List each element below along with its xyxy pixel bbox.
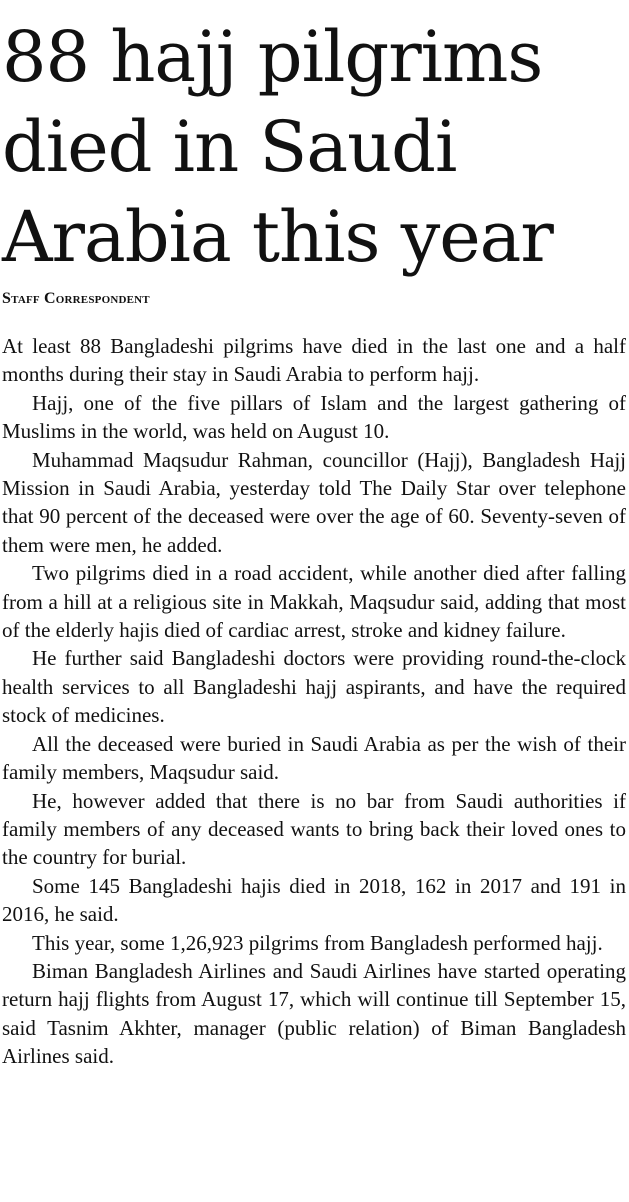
paragraph: Two pilgrims died in a road accident, while another died after falling from a hill at a religious site in Makkah, Maqsudur said, adding that most of the elderly hajis died of cardiac arrest, stroke and kidney failure. [2, 561, 626, 643]
headline [2, 12, 629, 282]
headline-line: died in Saudi [2, 106, 457, 188]
paragraph: All the deceased were buried in Saudi Arabia as per the wish of their family members, Maqsudur said. [2, 731, 626, 785]
paragraph: He further said Bangladeshi doctors were providing round-the-clock health services to all Bangladeshi hajj aspirants, and have the required stock of medicines. [2, 646, 626, 728]
headline-line: 88 hajj pilgrims [2, 16, 543, 98]
paragraph: Hajj, one of the five pillars of Islam and the largest gathering of Muslims in the world, was held on August 10. [2, 390, 626, 444]
paragraph: Biman Bangladesh Airlines and Saudi Airlines have started operating return hajj flights from August 17, which will continue till September 15, said Tasnim Akhter, manager (public relation) of Biman Bangladesh Airlines said. [2, 958, 626, 1069]
byline: Staff Correspondent [2, 290, 150, 307]
paragraph: Muhammad Maqsudur Rahman, councillor (Hajj), Bangladesh Hajj Mission in Saudi Arabia, yesterday told The Daily Star over telephone that 90 percent of the deceased were over the age of 60. Seventy-seven of them were men, he added. [2, 447, 626, 557]
paragraph: He, however added that there is no bar from Saudi authorities if family members of any deceased wants to bring back their loved ones to the country for burial. [2, 788, 626, 870]
article-body [2, 332, 626, 1071]
paragraph: This year, some 1,26,923 pilgrims from Bangladesh performed hajj. [32, 930, 603, 955]
paragraph: Some 145 Bangladeshi hajis died in 2018, 162 in 2017 and 191 in 2016, he said. [2, 873, 626, 927]
paragraph: At least 88 Bangladeshi pilgrims have died in the last one and a half months during their stay in Saudi Arabia to perform hajj. [2, 334, 626, 387]
headline-line: Arabia this year [2, 196, 553, 278]
